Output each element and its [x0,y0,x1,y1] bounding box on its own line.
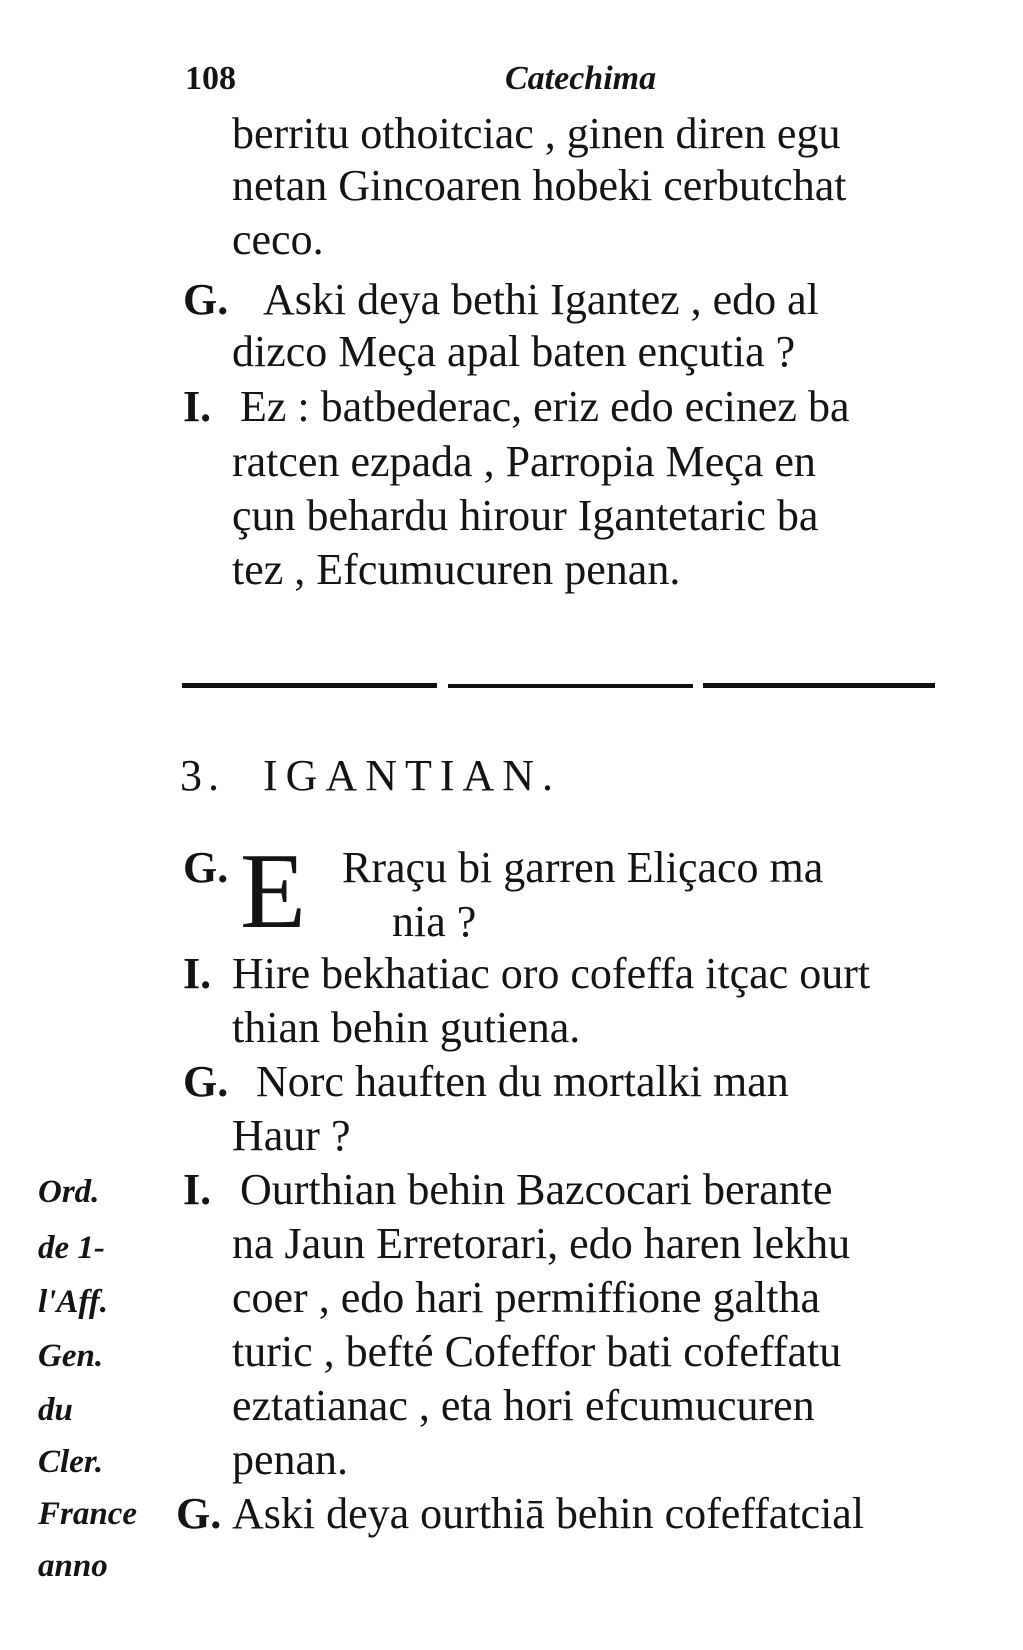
text-line: tez , Efcumucuren penan. [232,545,681,594]
speaker-label: I. [183,1165,212,1214]
margin-note-line: Cler. [38,1444,104,1480]
text-line: nia ? [392,897,477,946]
text-line: turic , befté Cofeffor bati cofeffatu [232,1327,842,1376]
text-line: ratcen ezpada , Parropia Meça en [232,437,816,486]
text-line: ceco. [232,215,324,264]
text-line: thian behin gutiena. [232,1003,581,1052]
section-title: IGANTIAN. [263,751,562,800]
text-line: Norc hauften du mortalki man [256,1057,789,1106]
section-number: 3. [180,751,225,800]
speaker-label: G. [183,275,229,324]
section-rule [182,683,437,688]
margin-note-line: l'Aff. [38,1284,108,1320]
text-line: netan Gincoaren hobeki cerbutchat [232,161,847,210]
text-line: Hire bekhatiac oro cofeffa itçac ourt [232,949,871,998]
text-line: dizco Meça apal baten ençutia ? [232,327,796,376]
speaker-label: G. [183,1057,229,1106]
speaker-label: I. [183,949,212,998]
speaker-label: G. [176,1489,222,1538]
text-line: na Jaun Erretorari, edo haren lekhu [232,1219,851,1268]
speaker-label: G. [183,843,229,892]
margin-note-line: anno [38,1548,108,1584]
margin-note-line: du [38,1392,73,1428]
text-line: Ourthian behin Bazcocari berante [240,1165,833,1214]
section-heading [180,750,561,801]
margin-note-line: Ord. [38,1174,100,1210]
margin-note-line: Gen. [38,1338,104,1374]
text-line: coer , edo hari permiffione galtha [232,1273,821,1322]
section-rule [448,684,693,688]
running-title: Catechima [505,60,657,97]
text-line: eztatianac , eta hori efcumucuren [232,1381,815,1430]
margin-note-line: de 1- [38,1230,105,1266]
drop-cap: E [240,832,306,951]
text-line: Rraçu bi garren Eliçaco ma [342,843,824,892]
page-number: 108 [185,60,236,97]
text-line: penan. [232,1435,349,1484]
section-rule [703,683,935,688]
text-line: Ez : batbederac, eriz edo ecinez ba [240,382,850,431]
text-line: berritu othoitciac , ginen diren egu [232,109,841,158]
text-line: çun behardu hirour Igantetaric ba [232,491,819,540]
speaker-label: I. [183,382,212,431]
margin-note-line: France [38,1496,137,1532]
text-line: Aski deya bethi Igantez , edo al [263,275,819,324]
text-line: Aski deya ourthiā behin cofeffatcial [232,1489,865,1538]
text-line: Haur ? [232,1111,351,1160]
